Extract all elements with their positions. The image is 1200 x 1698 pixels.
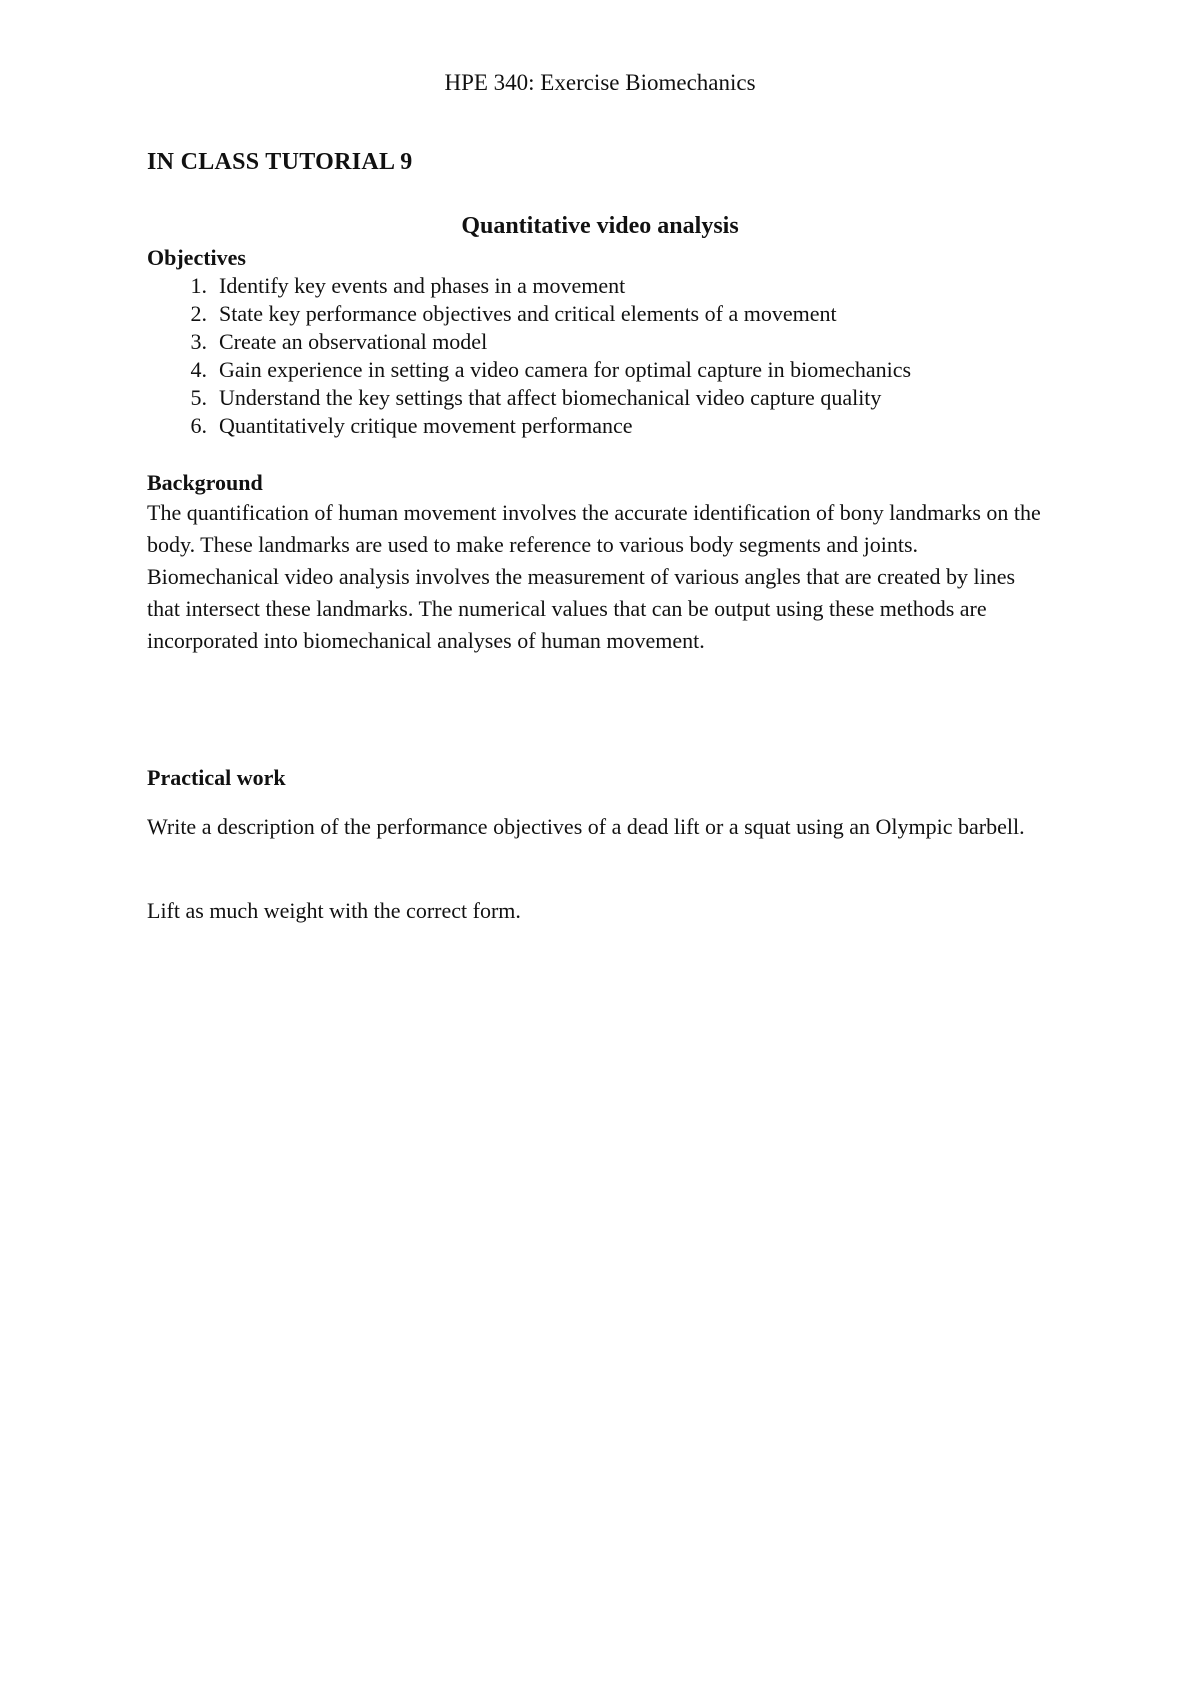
list-item [147,412,911,440]
list-item-text: Identify key events and phases in a movement [219,273,626,298]
list-item-text: Create an observational model [219,329,488,354]
practical-paragraph-2: Lift as much weight with the correct form. [147,898,521,923]
practical-work-heading: Practical work [147,765,286,790]
course-header: HPE 340: Exercise Biomechanics [444,70,756,95]
objectives-list [147,272,911,440]
list-item-number: 5. [190,385,207,410]
list-item-number: 4. [190,357,207,382]
list-item-text: State key performance objectives and critical elements of a movement [219,301,837,326]
list-item [147,328,911,356]
objectives-heading: Objectives [147,245,246,270]
list-item [147,356,911,384]
background-paragraph: The quantification of human movement involves the accurate identification of bony landmarks on the body. These landmarks are used to make reference to various body segments and joints. Biomechanical video analysis involves the measurement of various angles that are created by lines that intersect these landmarks. The numerical values that can be output using these methods are incorporated into biomechanical analyses of human movement. [147,500,1041,653]
list-item [147,384,911,412]
practical-paragraph-1: Write a description of the performance objectives of a dead lift or a squat using an Olympic barbell. [147,814,1025,839]
list-item-text: Understand the key settings that affect biomechanical video capture quality [219,385,882,410]
list-item-number: 1. [190,273,207,298]
list-item-number: 3. [190,329,207,354]
list-item-number: 6. [190,413,207,438]
list-item-text: Quantitatively critique movement performance [219,413,633,438]
list-item-text: Gain experience in setting a video camera for optimal capture in biomechanics [219,357,912,382]
section-title: Quantitative video analysis [461,213,739,239]
list-item [147,300,911,328]
background-heading: Background [147,470,263,495]
list-item-number: 2. [190,301,207,326]
list-item [147,272,911,300]
tutorial-title: IN CLASS TUTORIAL 9 [147,149,413,175]
